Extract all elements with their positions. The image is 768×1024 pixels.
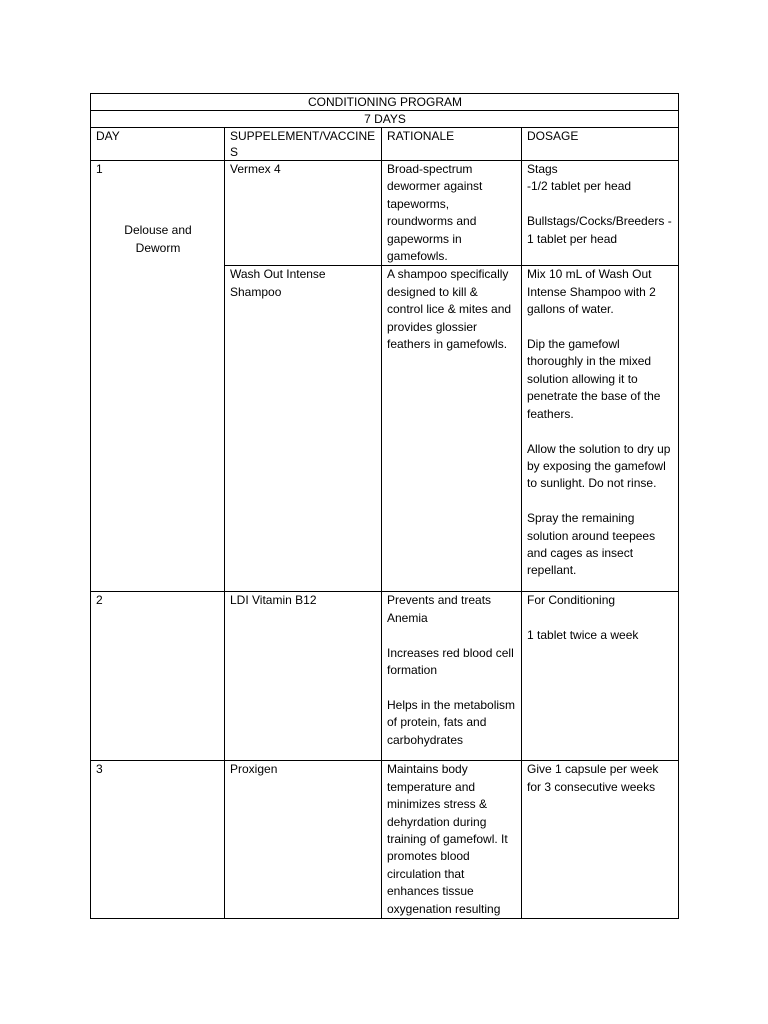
day-3-rationale: Maintains body temperature and minimizes stress & dehyrdation during training of gamefowl. It promotes blood circulation that enhances tissue oxygenation resulting [382, 761, 522, 919]
day-1-dosage-1: Stags -1/2 tablet per head Bullstags/Cocks/Breeders - 1 tablet per head [522, 161, 679, 266]
day-2-supplement: LDI Vitamin B12 [225, 592, 382, 761]
day-2-dosage: For Conditioning 1 tablet twice a week [522, 592, 679, 761]
day-3-supplement: Proxigen [225, 761, 382, 919]
day-1-rationale-2: A shampoo specifically designed to kill & control lice & mites and provides glossier feathers in gamefowls. [382, 266, 522, 592]
day-3-dosage: Give 1 capsule per week for 3 consecutive weeks [522, 761, 679, 919]
header-rationale: RATIONALE [382, 128, 522, 161]
day-1-dosage-2: Mix 10 mL of Wash Out Intense Shampoo with 2 gallons of water. Dip the gamefowl thoroughly in the mixed solution allowing it to penetrate the base of the feathers. Allow the solution to dry up by exposing the gamefowl to sunlight. Do not rinse. Spray the remaining solution around teepees and cages as insect repellant. [522, 266, 679, 592]
day-1-label: Delouse and Deworm [124, 223, 192, 255]
header-day: DAY [91, 128, 225, 161]
day-1-supplement-1: Vermex 4 [225, 161, 382, 266]
table-row [91, 161, 679, 266]
title-row [91, 94, 679, 111]
table-row [91, 761, 679, 919]
table-subtitle: 7 DAYS [91, 111, 679, 128]
header-row [91, 128, 679, 161]
day-1-cell [91, 161, 225, 592]
subtitle-row [91, 111, 679, 128]
day-3-number: 3 [91, 761, 225, 919]
day-1-rationale-1: Broad-spectrum dewormer against tapeworms, roundworms and gapeworms in gamefowls. [382, 161, 522, 266]
day-2-rationale: Prevents and treats Anemia Increases red blood cell formation Helps in the metabolism of protein, fats and carbohydrates [382, 592, 522, 761]
day-2-number: 2 [91, 592, 225, 761]
day-1-number: 1 [96, 162, 103, 176]
header-supplement: SUPPELEMENT/VACCINES [225, 128, 382, 161]
header-dosage: DOSAGE [522, 128, 679, 161]
conditioning-program-table [90, 93, 679, 919]
day-1-supplement-2: Wash Out Intense Shampoo [225, 266, 382, 592]
table-title: CONDITIONING PROGRAM [91, 94, 679, 111]
table-row [91, 592, 679, 761]
